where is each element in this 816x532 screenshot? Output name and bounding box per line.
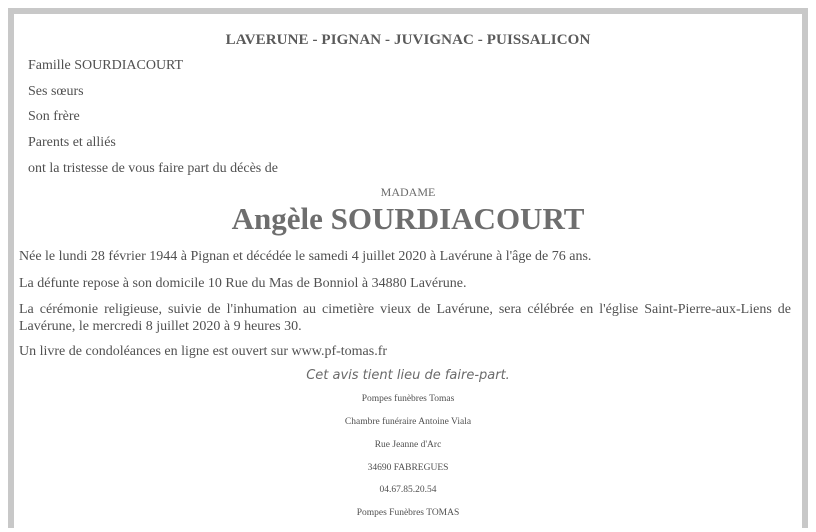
footer-line: Pompes Funèbres TOMAS (356, 508, 460, 518)
family-line: Famille SOURDIACOURT (28, 58, 184, 73)
family-line: Ses sœurs (28, 84, 84, 99)
ceremony-paragraph: La cérémonie religieuse, suivie de l'inhumation au cimetière vieux de Lavérune, sera célébrée en l'église Saint-Pierre-aux-Liens de Lavérune, le mercredi 8 juillet 2020 à 9 heures 30. (19, 302, 791, 334)
family-line: Son frère (28, 109, 80, 124)
honorific: MADAME (380, 185, 436, 199)
footer-line: Pompes funèbres Tomas (361, 394, 455, 404)
footer-line: 34690 FABREGUES (367, 463, 449, 473)
footer-line: Chambre funéraire Antoine Viala (344, 417, 472, 427)
footer-phone: 04.67.85.20.54 (379, 485, 437, 495)
repose-paragraph: La défunte repose à son domicile 10 Rue du Mas de Bonniol à 34880 Lavérune. (19, 276, 467, 291)
condolences-paragraph: Un livre de condoléances en ligne est ouvert sur www.pf-tomas.fr (19, 344, 388, 359)
notice-frame (8, 8, 808, 528)
family-line: Parents et alliés (28, 135, 116, 150)
towns-heading: LAVERUNE - PIGNAN - JUVIGNAC - PUISSALICON (225, 32, 591, 48)
deceased-name: Angèle SOURDIACOURT (231, 201, 585, 236)
announcement-line: ont la tristesse de vous faire part du décès de (28, 161, 278, 176)
death-notice (14, 14, 802, 528)
notice-note: Cet avis tient lieu de faire-part. (306, 368, 510, 383)
footer-line: Rue Jeanne d'Arc (374, 440, 442, 450)
birth-death-paragraph: Née le lundi 28 février 1944 à Pignan et décédée le samedi 4 juillet 2020 à Lavérune à l'âge de 76 ans. (19, 249, 592, 264)
